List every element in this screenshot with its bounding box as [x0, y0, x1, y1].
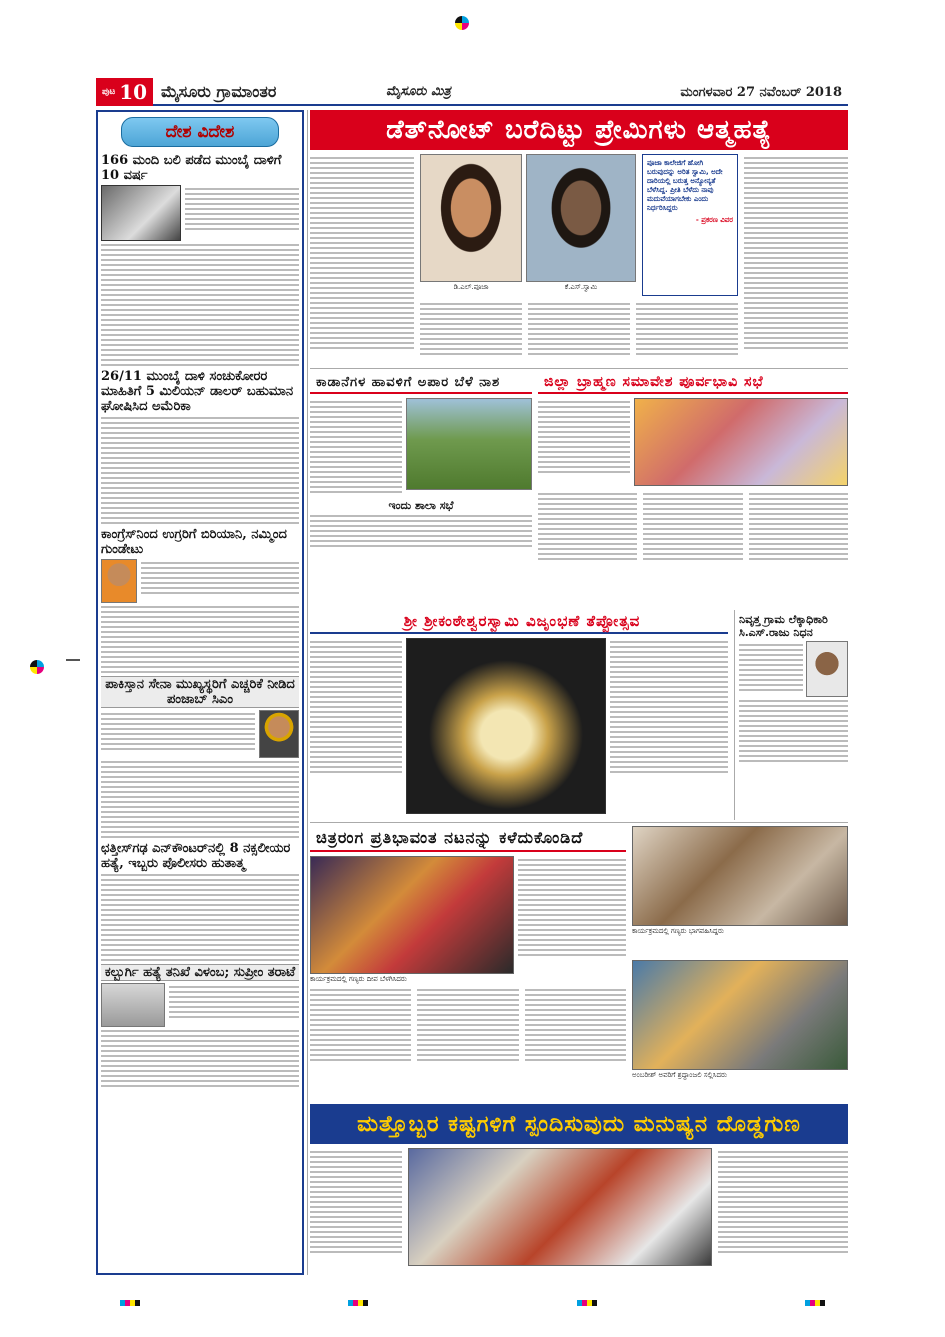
film-story	[310, 826, 626, 1096]
festival-headline: ಶ್ರೀ ಶ್ರೀಕಂಠೇಶ್ವರಸ್ವಾಮಿ ವಿಜೃಂಭಣೆ ತೆಪ್ಪೋತ್ಸವ	[310, 610, 728, 634]
supreme-court-photo	[101, 983, 165, 1027]
story-body	[101, 874, 299, 961]
rubric-desha-videsha: ದೇಶ ವಿದೇಶ	[121, 117, 279, 147]
right-photo-2-block	[632, 960, 848, 1096]
fold-mark	[66, 659, 80, 661]
politician-photo	[101, 559, 137, 603]
dateline: ಮಂಗಳವಾರ 27 ನವೆಂಬರ್ 2018	[680, 85, 842, 100]
story-headline: ಕಲ್ಬುರ್ಗಿ ಹತ್ಯೆ ತನಿಖೆ ವಿಳಂಬ; ಸುಪ್ರೀಂ ತರಾಟೆ	[101, 964, 299, 981]
lead-photo-1	[420, 154, 522, 296]
bottom-headline-banner: ಮತ್ತೊಬ್ಬರ ಕಷ್ಟಗಳಿಗೆ ಸ್ಪಂದಿಸುವುದು ಮನುಷ್ಯನ ದೊಡ್ಡಗುಣ	[310, 1104, 848, 1144]
photo-caption: ಕೆ.ಎಸ್.ಸ್ವಾಮಿ	[564, 283, 598, 291]
color-strip-bottom	[120, 1300, 825, 1306]
story-photo	[101, 185, 181, 241]
brahmin-group-photo	[634, 398, 848, 486]
right-photo-1-caption: ಕಾರ್ಯಕ್ರಮದಲ್ಲಿ ಗಣ್ಯರು ಭಾಗವಹಿಸಿದ್ದರು	[632, 927, 724, 935]
page-number: 10	[119, 80, 148, 104]
lead-story-under-photos	[420, 300, 738, 364]
photo-caption: ಡಿ.ಎಲ್.ಪೂಜಾ	[453, 283, 489, 291]
story-body	[101, 417, 299, 524]
registration-mark-top	[455, 16, 469, 30]
story-body	[101, 1030, 299, 1087]
lead-story-col1	[310, 154, 414, 364]
bottom-photo	[408, 1148, 712, 1266]
festival-photo	[406, 638, 606, 814]
story-body	[101, 606, 299, 673]
school-subhead: ಇಂದು ಶಾಲಾ ಸಭೆ	[388, 499, 454, 512]
film-headline: ಚಿತ್ರರಂಗ ಪ್ರತಿಭಾವಂತ ನಟನನ್ನು ಕಳೆದುಕೊಂಡಿದೆ	[310, 826, 626, 852]
callout-text: ಪೂಜಾ ಕಾಲೇಜಿಗೆ ಹೋಗಿ ಬರುವುದನ್ನು ಅರಿತ ಸ್ವಾಮಿ, ಅದೇ ದಾರಿಯಲ್ಲಿ ಬರುತ್ತ ಅನ್ಯೋನ್ಯತೆ ಬೆಳೆಸಿದ್ದ. ಪ್ರೀತಿ ಬೆಳೆದು ನಾವು ಮದುವೆಯಾಗಬೇಕು ಎಂದು ನಿರ್ಧರಿಸಿದ್ದರು	[647, 159, 723, 212]
lead-callout-box	[642, 154, 738, 296]
lead-photo-2	[526, 154, 636, 296]
story-body	[101, 761, 299, 838]
page-label: ಪುಟ	[102, 87, 116, 97]
story-headline: 166 ಮಂದಿ ಬಲಿ ಪಡೆದ ಮುಂಬೈ ದಾಳಿಗೆ 10 ವರ್ಷ	[101, 153, 282, 183]
page-header	[96, 80, 848, 106]
right-photo-2	[632, 960, 848, 1070]
festival-story	[310, 610, 728, 820]
bottom-story	[310, 1148, 848, 1275]
right-photo-2-caption: ಅಂಬರೀಶ್ ಅವರಿಗೆ ಶ್ರದ್ಧಾಂಜಲಿ ಸಲ್ಲಿಸಿದರು	[632, 1071, 727, 1079]
lead-story-col4	[744, 154, 848, 364]
left-column	[96, 110, 304, 1275]
obituary-headline: ನಿವೃತ್ತ ಗ್ರಾಮ ಲೆಕ್ಕಾಧಿಕಾರಿ ಸಿ.ಎಸ್.ರಾಜು ನಿಧನ	[739, 613, 828, 639]
right-photo-1	[632, 826, 848, 926]
crop-photo	[406, 398, 532, 490]
brahmin-headline: ಜಿಲ್ಲಾ ಬ್ರಾಹ್ಮಣ ಸಮಾವೇಶ ಪೂರ್ವಭಾವಿ ಸಭೆ	[538, 372, 848, 394]
punjab-cm-photo	[259, 710, 299, 758]
page-number-badge	[96, 78, 153, 106]
obituary-story	[734, 610, 848, 820]
registration-mark-left	[30, 660, 44, 674]
film-photo-caption: ಕಾರ್ಯಕ್ರಮದಲ್ಲಿ ಗಣ್ಯರು ದೀಪ ಬೆಳಗಿಸಿದರು	[310, 975, 407, 983]
callout-byline: - ಪ್ರಕರಣ ವಿವರ	[695, 216, 733, 224]
masthead: ಮೈಸೂರು ಮಿತ್ರ	[386, 84, 451, 99]
newspaper-page	[96, 80, 848, 1285]
lead-headline-banner: ಡೆತ್‌ನೋಟ್ ಬರೆದಿಟ್ಟು ಪ್ರೇಮಿಗಳು ಆತ್ಮಹತ್ಯೆ	[310, 110, 848, 150]
story-headline: 26/11 ಮುಂಬೈ ದಾಳಿ ಸಂಚುಕೋರರ ಮಾಹಿತಿಗೆ 5 ಮಿಲಿಯನ್ ಡಾಲರ್ ಬಹುಮಾನ ಘೋಷಿಸಿದ ಅಮೆರಿಕಾ	[101, 369, 294, 414]
brahmin-story	[538, 372, 848, 604]
crop-story	[310, 372, 532, 604]
obituary-photo	[806, 641, 848, 697]
crop-headline: ಕಾಡಾನೆಗಳ ಹಾವಳಿಗೆ ಅಪಾರ ಬೆಳೆ ನಾಶ	[310, 372, 532, 394]
film-photo	[310, 856, 514, 974]
story-headline: ಛತ್ತೀಸ್‌ಗಢ ಎನ್‌ಕೌಂಟರ್‌ನಲ್ಲಿ 8 ನಕ್ಸಲೀಯರ ಹತ್ಯೆ, ಇಬ್ಬರು ಪೊಲೀಸರು ಹುತಾತ್ಮ	[101, 841, 291, 871]
story-body	[101, 244, 299, 366]
right-photo-1-block	[632, 826, 848, 956]
story-headline: ಪಾಕಿಸ್ತಾನ ಸೇನಾ ಮುಖ್ಯಸ್ಥರಿಗೆ ಎಚ್ಚರಿಕೆ ನೀಡಿದ ಪಂಜಾಬ್ ಸಿಎಂ	[101, 676, 299, 708]
section-title: ಮೈಸೂರು ಗ್ರಾಮಾಂತರ	[161, 82, 277, 101]
story-headline: ಕಾಂಗ್ರೆಸ್‌ನಿಂದ ಉಗ್ರರಿಗೆ ಬಿರಿಯಾನಿ, ನಮ್ಮಿಂದ ಗುಂಡೇಟು	[101, 527, 287, 557]
